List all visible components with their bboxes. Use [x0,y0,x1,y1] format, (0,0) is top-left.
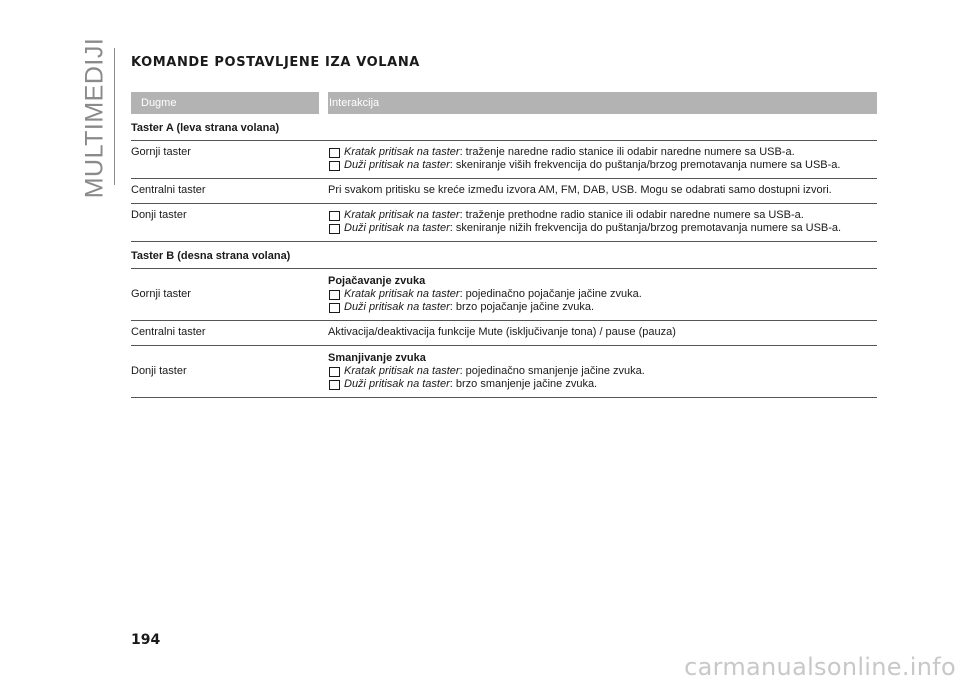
table-row [131,346,877,398]
table-row [131,179,877,204]
press-description: : skeniranje viših frekvencija do puštanja/brzog premotavanja numere sa USB-a. [449,159,841,171]
press-description: : pojedinačno smanjenje jačine zvuka. [459,365,645,377]
interaction-subheading: Smanjivanje zvuka [328,352,426,364]
interaction-cell [328,351,877,391]
checkbox-bullet-icon [329,290,340,300]
checkbox-bullet-icon [329,211,340,221]
checkbox-bullet-icon [329,367,340,377]
button-name: Centralni taster [131,326,206,338]
button-name: Gornji taster [131,288,191,300]
header-interaction-column: Interakcija [328,92,877,114]
press-type: Duži pritisak na taster [344,301,450,313]
checkbox-bullet-icon [329,224,340,234]
press-type: Duži pritisak na taster [344,159,450,171]
section-row: Taster B (desna strana volana) [131,242,877,269]
list-item [328,222,877,235]
checkbox-bullet-icon [329,303,340,313]
table-row [131,204,877,242]
table-header [131,92,877,114]
list-item [328,209,877,222]
button-name: Gornji taster [131,146,191,158]
press-description: : traženje prethodne radio stanice ili odabir naredne numere sa USB-a. [459,209,804,221]
press-description: : brzo pojačanje jačine zvuka. [449,301,595,313]
interaction-cell [328,146,877,172]
button-name: Donji taster [131,209,187,221]
press-description: : traženje naredne radio stanice ili odabir naredne numere sa USB-a. [459,146,795,158]
press-type: Kratak pritisak na taster [344,288,460,300]
side-divider [114,48,115,185]
list-item [328,146,877,159]
checkbox-bullet-icon [329,161,340,171]
checkbox-bullet-icon [329,148,340,158]
interaction-cell [328,326,877,339]
table-row [131,321,877,346]
list-item [328,301,877,314]
section-side-title [80,37,110,198]
interaction-cell [328,274,877,314]
interaction-cell [328,184,877,197]
press-description: : skeniranje nižih frekvencija do puštanja/brzog premotavanja numere sa USB-a. [449,222,842,234]
table-row [131,141,877,179]
press-description: : pojedinačno pojačanje jačine zvuka. [459,288,642,300]
list-item [328,365,877,378]
controls-table [131,92,877,398]
press-type: Kratak pritisak na taster [344,209,460,221]
interaction-cell [328,209,877,235]
table-row [131,269,877,321]
press-type: Duži pritisak na taster [344,222,450,234]
watermark: carmanualsonline.info [684,653,956,681]
list-item [328,378,877,391]
page-title: KOMANDE POSTAVLJENE IZA VOLANA [131,55,420,70]
interaction-text: Pri svakom pritisku se kreće između izvora AM, FM, DAB, USB. Mogu se odabrati samo dostupni izvori. [328,184,832,196]
interaction-text: Aktivacija/deaktivacija funkcije Mute (isključivanje tona) / pause (pauza) [328,326,676,338]
table-body [131,114,877,398]
header-button-column: Dugme [131,92,319,114]
press-type: Kratak pritisak na taster [344,365,460,377]
list-item [328,288,877,301]
button-name: Donji taster [131,365,187,377]
button-name: Centralni taster [131,184,206,196]
press-description: : brzo smanjenje jačine zvuka. [449,378,598,390]
checkbox-bullet-icon [329,380,340,390]
page-number: 194 [131,632,161,648]
list-item [328,159,877,172]
interaction-subheading: Pojačavanje zvuka [328,275,426,287]
press-type: Kratak pritisak na taster [344,146,460,158]
section-row: Taster A (leva strana volana) [131,114,877,141]
section-side-title-text: MULTIMEDIJI [80,37,109,198]
press-type: Duži pritisak na taster [344,378,450,390]
